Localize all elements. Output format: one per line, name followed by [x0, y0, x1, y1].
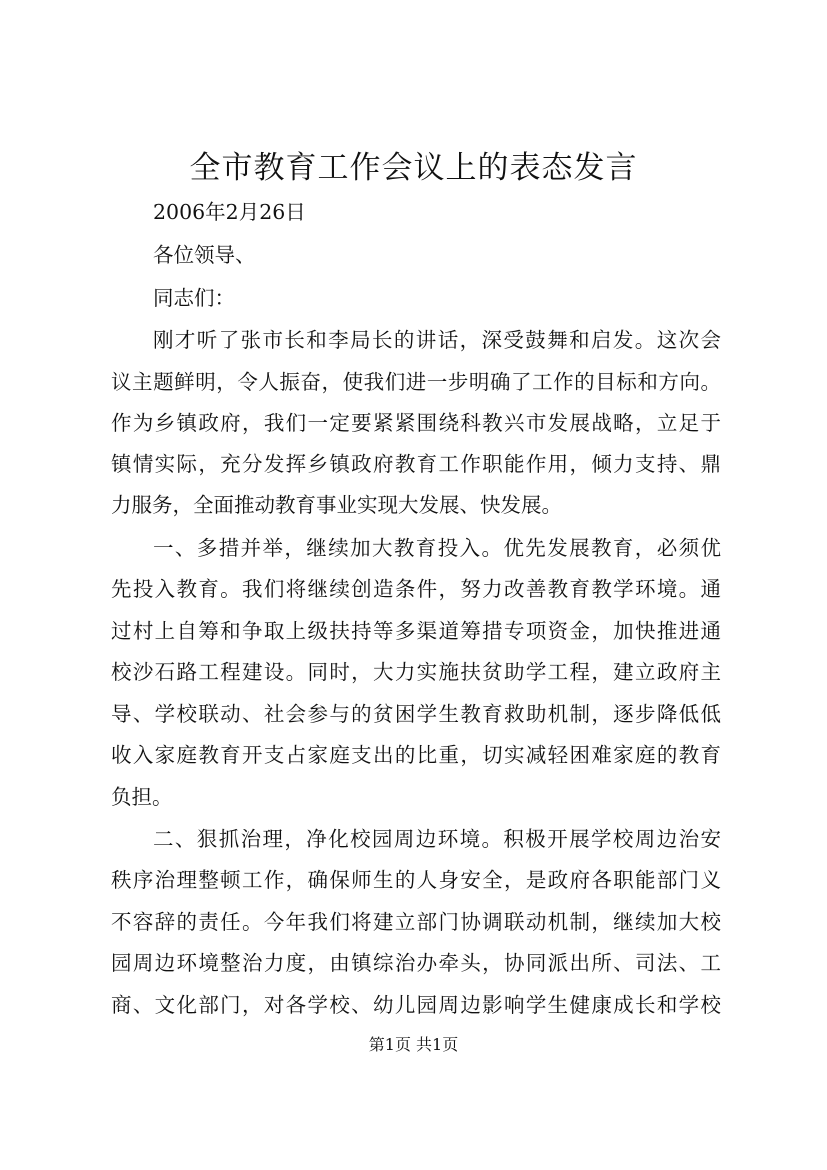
body-line: 刚才听了张市长和李局长的讲话，深受鼓舞和启发。这次会 — [153, 328, 721, 352]
body-line: 一、多措并举，继续加大教育投入。优先发展教育，必须优 — [153, 536, 721, 560]
body-line: 园周边环境整治力度，由镇综治办牵头，协同派出所、司法、工 — [111, 951, 721, 975]
document-title: 全市教育工作会议上的表态发言 — [189, 150, 638, 186]
body-line: 二、狠抓治理，净化校园周边环境。积极开展学校周边治安 — [153, 827, 721, 851]
body-line: 负担。 — [111, 785, 173, 809]
body-line: 作为乡镇政府，我们一定要紧紧围绕科教兴市发展战略，立足于 — [111, 411, 721, 435]
body-line: 导、学校联动、社会参与的贫困学生教育救助机制，逐步降低低 — [111, 702, 721, 726]
body-line: 镇情实际，充分发挥乡镇政府教育工作职能作用，倾力支持、鼎 — [111, 452, 721, 476]
body-line: 收入家庭教育开支占家庭支出的比重，切实减轻困难家庭的教育 — [111, 743, 721, 767]
body-line: 校沙石路工程建设。同时，大力实施扶贫助学工程，建立政府主 — [111, 660, 721, 684]
salutation-line: 同志们： — [153, 286, 235, 310]
body-line: 力服务，全面推动教育事业实现大发展、快发展。 — [111, 493, 562, 517]
body-line: 过村上自筹和争取上级扶持等多渠道筹措专项资金，加快推进通 — [111, 619, 721, 643]
body-line: 先投入教育。我们将继续创造条件，努力改善教育教学环境。通 — [111, 577, 721, 601]
page-footer: 第1页 共1页 — [368, 1035, 459, 1054]
date-line: 2006年2月26日 — [153, 200, 306, 224]
body-line: 秩序治理整顿工作，确保师生的人身安全，是政府各职能部门义 — [111, 868, 721, 892]
body-line: 不容辞的责任。今年我们将建立部门协调联动机制，继续加大校 — [111, 910, 721, 934]
body-line: 议主题鲜明，令人振奋，使我们进一步明确了工作的目标和方向。 — [111, 370, 721, 394]
body-line: 商、文化部门，对各学校、幼儿园周边影响学生健康成长和学校 — [111, 993, 721, 1017]
salutation-line: 各位领导、 — [153, 243, 256, 267]
